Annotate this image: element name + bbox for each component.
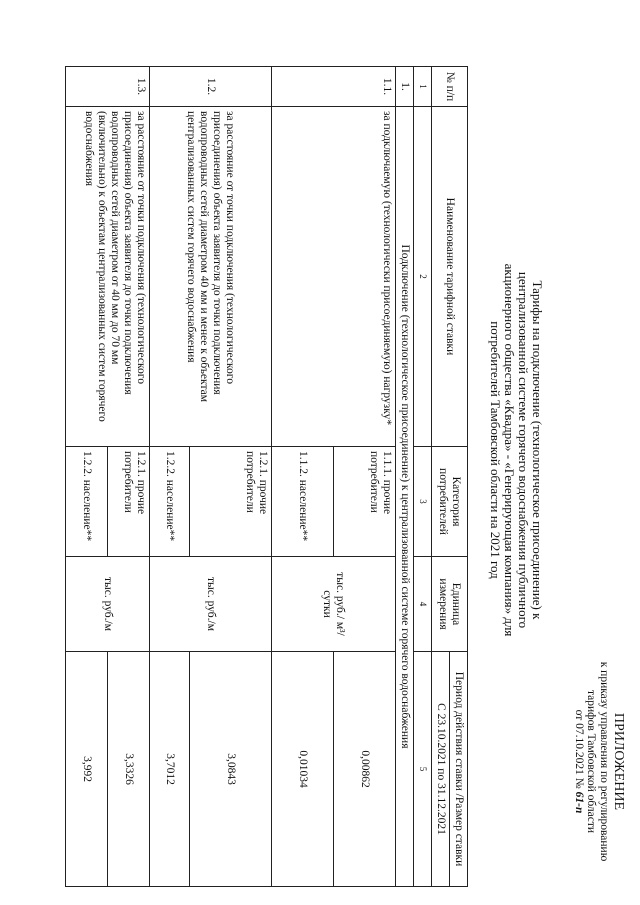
rate-name: за расстояние от точки подключения (технологического присоединения) объекта заявителя до точки подключения водопроводных сетей диаметром от 40 мм до 70 мм (включительно) к объектам централизованных систем горячего водоснабжения [66,107,150,447]
unit-of-measure: тыс. руб./м [66,557,150,652]
table-row [334,67,396,887]
header-number: № п/п [432,67,468,107]
header-unit: Единица измерения [432,557,468,652]
appendix-date: от 07.10.2021 № [573,709,585,789]
consumer-category: 1.1.1. прочие потребители [334,447,396,557]
consumer-category: 1.1.2. население** [272,447,334,557]
column-index: 1 [414,67,432,107]
table-row [108,67,150,887]
column-index: 5 [414,652,432,887]
unit-of-measure: тыс. руб./ м³/сутки [272,557,396,652]
row-number: 1.1. [272,67,396,107]
rate-value: 3,0843 [190,652,272,887]
order-number: 61-п [573,791,585,814]
header-period: Период действия ставки /Размер ставки [450,652,468,887]
row-number: 1.3. [66,67,150,107]
column-index: 3 [414,447,432,557]
header-name: Наименование тарифной ставки [432,107,468,447]
header-period-range: С 23.10.2021 по 31.12.2021 [432,652,450,887]
appendix-date-line [573,634,586,889]
column-index: 2 [414,107,432,447]
unit-of-measure: тыс. руб./м [150,557,272,652]
appendix-line-1: к приказу управления по регулированию [598,661,610,862]
section-number: 1. [396,67,414,107]
section-row [396,67,414,887]
rate-value: 0,01034 [272,652,334,887]
section-title: Подключение (технологическое присоединение) к централизованной системе горячего водоснабжения [396,107,414,887]
consumer-category: 1.2.1. прочие потребители [108,447,150,557]
table-header-row [450,67,468,887]
tariff-table [65,66,468,887]
appendix-line-2: тарифов Тамбовской области [585,689,598,834]
rate-value: 3,3326 [108,652,150,887]
rate-value: 3,7012 [150,652,190,887]
consumer-category: 1.2.2. население** [66,447,108,557]
rate-value: 3,992 [66,652,108,887]
row-number: 1.2. [150,67,272,107]
column-index: 4 [414,557,432,652]
column-index-row [414,67,432,887]
appendix-title: ПРИЛОЖЕНИЕ [611,712,626,811]
consumer-category: 1.2.1. прочие потребители [190,447,272,557]
rate-name: за расстояние от точки подключения (технологического присоединения) объекта заявителя до точки подключения водопроводных сетей диаметром 40 мм и менее к объектам централизованных систем горячего водоснабжения [150,107,272,447]
table-row [190,67,272,887]
consumer-category: 1.2.2. население** [150,447,190,557]
header-category: Категория потребителей [432,447,468,557]
document-title: Тарифы на подключение (технологическое присоединение) к централизованной системе горячего водоснабжения публичного акционерного общества «Квадра» - «Генерирующая компания» для потребителей Тамбовской области на 2021 год [488,263,545,637]
rate-value: 0,00862 [334,652,396,887]
rate-name: за подключаемую (технологически присоединяемую) нагрузку* [272,107,396,447]
appendix-header [573,634,627,889]
